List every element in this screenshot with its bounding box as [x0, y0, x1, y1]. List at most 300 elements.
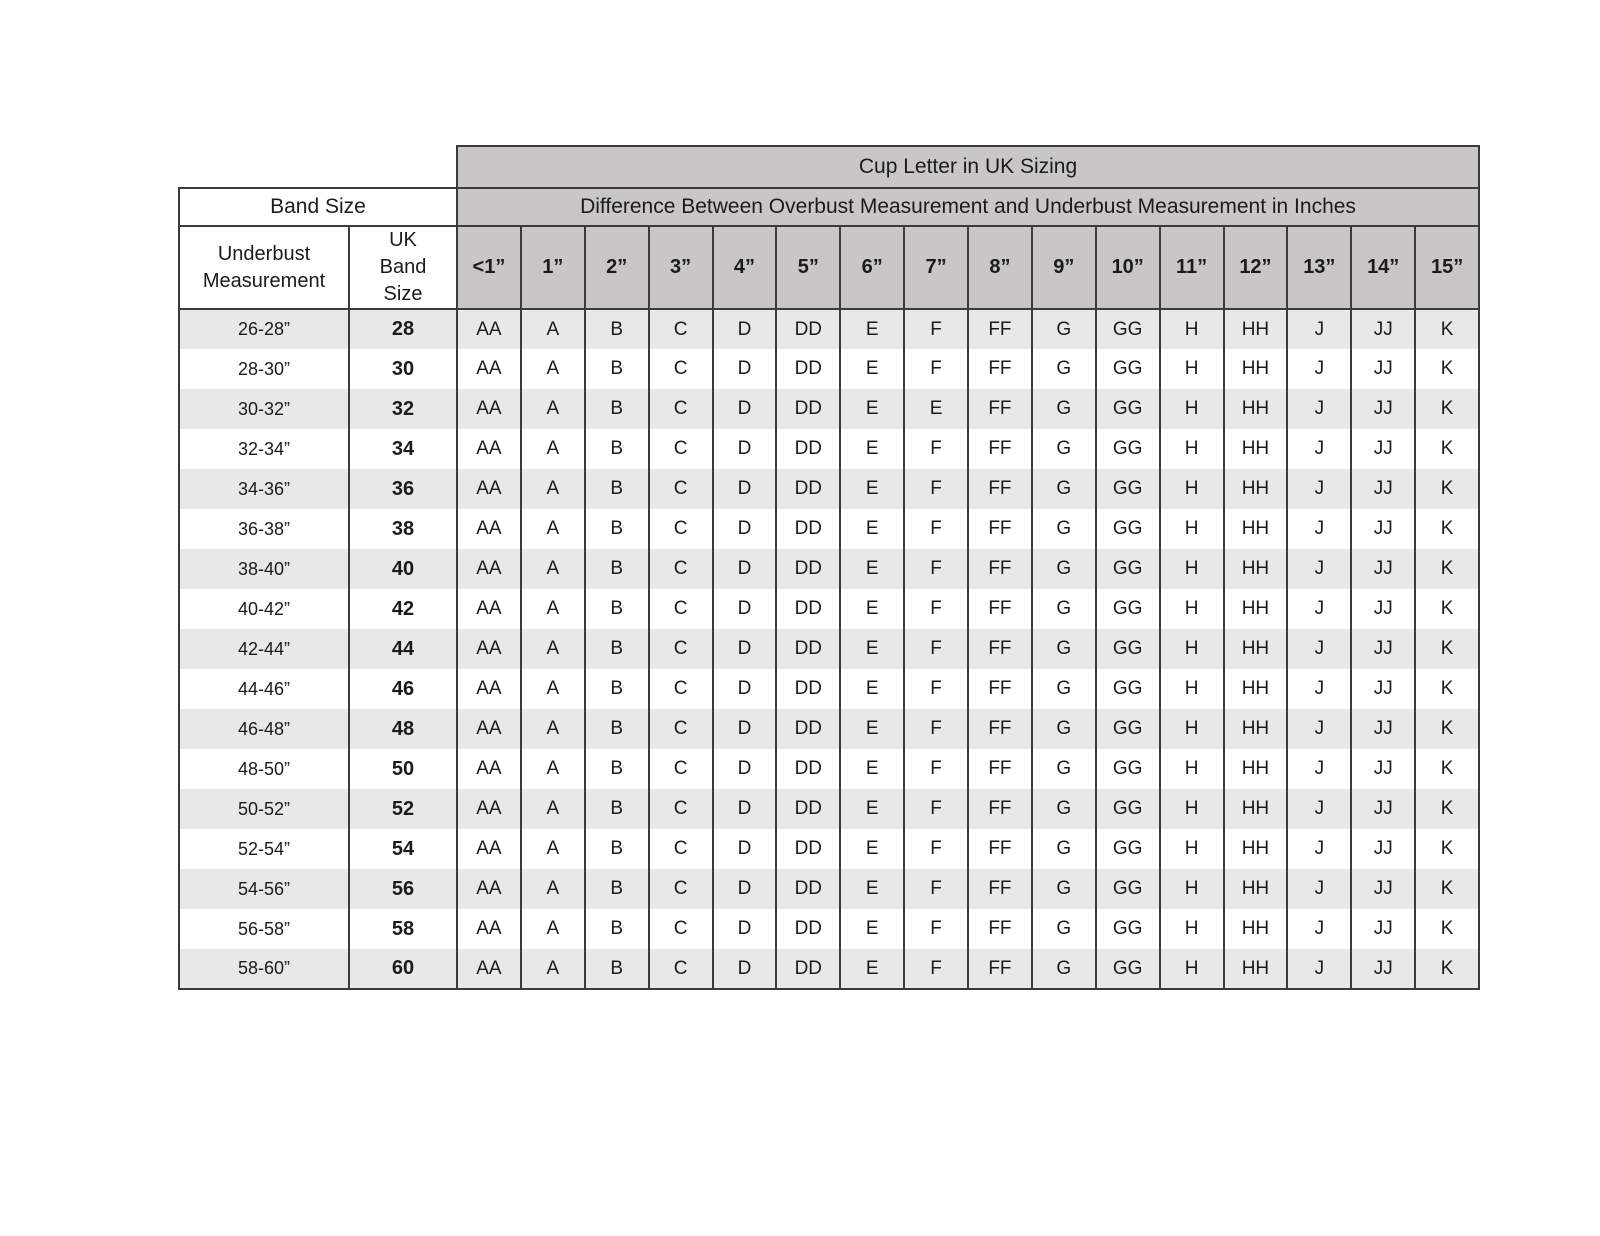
table-row [179, 309, 1479, 349]
table-row [179, 949, 1479, 989]
cup-letter-cell: H [1160, 789, 1224, 829]
cup-letter-cell: HH [1224, 669, 1288, 709]
cup-letter-cell: HH [1224, 909, 1288, 949]
table-row [179, 429, 1479, 469]
cup-letter-cell: K [1415, 749, 1479, 789]
cup-letter-cell: AA [457, 469, 521, 509]
cup-letter-cell: K [1415, 869, 1479, 909]
cup-letter-cell: J [1287, 509, 1351, 549]
cup-letter-cell: B [585, 509, 649, 549]
cup-letter-cell: J [1287, 349, 1351, 389]
table-row [179, 469, 1479, 509]
cup-letter-cell: HH [1224, 589, 1288, 629]
uk-band-size-cell: 34 [349, 429, 457, 469]
cup-letter-cell: D [713, 789, 777, 829]
cup-letter-cell: A [521, 869, 585, 909]
cup-letter-cell: GG [1096, 949, 1160, 989]
cup-letter-cell: G [1032, 629, 1096, 669]
underbust-measurement-cell: 34-36” [179, 469, 349, 509]
cup-letter-cell: C [649, 829, 713, 869]
column-header-row [179, 226, 1479, 309]
cup-letter-cell: FF [968, 749, 1032, 789]
uk-band-size-cell: 40 [349, 549, 457, 589]
cup-letter-cell: JJ [1351, 829, 1415, 869]
cup-letter-cell: E [840, 669, 904, 709]
group-header-row [179, 188, 1479, 226]
cup-letter-cell: D [713, 669, 777, 709]
cup-letter-cell: F [904, 509, 968, 549]
cup-letter-cell: J [1287, 949, 1351, 989]
diff-column-header: 14” [1351, 226, 1415, 309]
cup-letter-cell: FF [968, 469, 1032, 509]
cup-letter-cell: E [840, 749, 904, 789]
uk-band-size-cell: 28 [349, 309, 457, 349]
diff-column-header: 4” [713, 226, 777, 309]
cup-letter-cell: FF [968, 509, 1032, 549]
uk-band-size-cell: 46 [349, 669, 457, 709]
cup-letter-cell: D [713, 389, 777, 429]
cup-letter-cell: J [1287, 589, 1351, 629]
cup-letter-cell: HH [1224, 509, 1288, 549]
cup-letter-cell: JJ [1351, 629, 1415, 669]
cup-letter-cell: FF [968, 549, 1032, 589]
cup-letter-cell: J [1287, 669, 1351, 709]
cup-letter-cell: G [1032, 909, 1096, 949]
diff-column-header: 10” [1096, 226, 1160, 309]
uk-band-size-cell: 36 [349, 469, 457, 509]
cup-letter-cell: E [840, 709, 904, 749]
cup-letter-cell: G [1032, 829, 1096, 869]
cup-letter-cell: GG [1096, 429, 1160, 469]
underbust-measurement-cell: 56-58” [179, 909, 349, 949]
diff-column-header: 15” [1415, 226, 1479, 309]
cup-letter-cell: AA [457, 509, 521, 549]
cup-letter-cell: B [585, 949, 649, 989]
cup-letter-cell: GG [1096, 589, 1160, 629]
uk-band-size-cell: 50 [349, 749, 457, 789]
uk-band-size-cell: 44 [349, 629, 457, 669]
table-row [179, 909, 1479, 949]
cup-letter-cell: H [1160, 389, 1224, 429]
cup-letter-cell: JJ [1351, 509, 1415, 549]
cup-letter-cell: D [713, 869, 777, 909]
blank-spacer-cell [179, 146, 457, 188]
cup-letter-cell: J [1287, 309, 1351, 349]
cup-letter-cell: FF [968, 429, 1032, 469]
cup-letter-cell: GG [1096, 829, 1160, 869]
cup-letter-cell: A [521, 909, 585, 949]
cup-letter-cell: D [713, 909, 777, 949]
cup-letter-cell: G [1032, 469, 1096, 509]
cup-letter-cell: E [840, 389, 904, 429]
cup-letter-cell: DD [776, 829, 840, 869]
cup-letter-cell: F [904, 429, 968, 469]
cup-letter-cell: B [585, 789, 649, 829]
cup-letter-cell: AA [457, 789, 521, 829]
cup-letter-cell: HH [1224, 629, 1288, 669]
cup-letter-cell: K [1415, 949, 1479, 989]
cup-letter-cell: C [649, 509, 713, 549]
cup-letter-cell: DD [776, 509, 840, 549]
cup-letter-cell: J [1287, 629, 1351, 669]
cup-letter-cell: F [904, 349, 968, 389]
uk-band-size-cell: 30 [349, 349, 457, 389]
underbust-measurement-cell: 46-48” [179, 709, 349, 749]
cup-letter-cell: K [1415, 909, 1479, 949]
cup-letter-cell: F [904, 909, 968, 949]
cup-letter-cell: B [585, 589, 649, 629]
cup-letter-cell: J [1287, 389, 1351, 429]
cup-letter-cell: C [649, 869, 713, 909]
underbust-measurement-cell: 30-32” [179, 389, 349, 429]
cup-letter-cell: GG [1096, 629, 1160, 669]
underbust-measurement-cell: 26-28” [179, 309, 349, 349]
cup-letter-cell: D [713, 309, 777, 349]
cup-letter-cell: G [1032, 869, 1096, 909]
cup-letter-cell: F [904, 949, 968, 989]
cup-letter-cell: HH [1224, 829, 1288, 869]
cup-letter-cell: DD [776, 349, 840, 389]
diff-column-header: 8” [968, 226, 1032, 309]
cup-letter-cell: A [521, 589, 585, 629]
table-row [179, 789, 1479, 829]
cup-letter-cell: D [713, 349, 777, 389]
cup-letter-cell: HH [1224, 389, 1288, 429]
cup-letter-cell: JJ [1351, 749, 1415, 789]
cup-letter-cell: H [1160, 749, 1224, 789]
cup-letter-cell: A [521, 389, 585, 429]
cup-letter-cell: H [1160, 909, 1224, 949]
cup-letter-cell: J [1287, 709, 1351, 749]
cup-letter-cell: DD [776, 309, 840, 349]
cup-letter-cell: FF [968, 829, 1032, 869]
cup-letter-cell: E [840, 509, 904, 549]
uk-band-size-cell: 60 [349, 949, 457, 989]
cup-letter-cell: AA [457, 709, 521, 749]
cup-letter-cell: F [904, 629, 968, 669]
cup-letter-cell: C [649, 589, 713, 629]
cup-letter-cell: GG [1096, 669, 1160, 709]
cup-letter-cell: DD [776, 429, 840, 469]
cup-letter-cell: B [585, 549, 649, 589]
cup-letter-cell: JJ [1351, 709, 1415, 749]
cup-letter-cell: AA [457, 349, 521, 389]
table-row [179, 589, 1479, 629]
uk-band-size-cell: 54 [349, 829, 457, 869]
uk-band-size-cell: 56 [349, 869, 457, 909]
cup-letter-cell: H [1160, 349, 1224, 389]
cup-letter-cell: G [1032, 429, 1096, 469]
cup-letter-cell: DD [776, 909, 840, 949]
uk-band-size-cell: 52 [349, 789, 457, 829]
cup-letter-cell: F [904, 709, 968, 749]
cup-letter-cell: B [585, 629, 649, 669]
table-row [179, 709, 1479, 749]
underbust-measurement-cell: 32-34” [179, 429, 349, 469]
cup-letter-cell: K [1415, 589, 1479, 629]
cup-letter-cell: E [840, 829, 904, 869]
cup-letter-cell: DD [776, 709, 840, 749]
cup-letter-cell: C [649, 389, 713, 429]
cup-letter-cell: E [840, 549, 904, 589]
cup-letter-cell: D [713, 549, 777, 589]
table-row [179, 509, 1479, 549]
cup-letter-cell: DD [776, 869, 840, 909]
cup-letter-cell: K [1415, 429, 1479, 469]
cup-letter-cell: K [1415, 389, 1479, 429]
cup-letter-cell: GG [1096, 709, 1160, 749]
table-row [179, 549, 1479, 589]
cup-letter-cell: C [649, 949, 713, 989]
cup-letter-cell: G [1032, 589, 1096, 629]
cup-letter-cell: F [904, 829, 968, 869]
table-row [179, 349, 1479, 389]
diff-column-header: 1” [521, 226, 585, 309]
cup-letter-cell: GG [1096, 309, 1160, 349]
cup-letter-cell: GG [1096, 509, 1160, 549]
cup-letter-cell: D [713, 829, 777, 869]
cup-letter-cell: FF [968, 949, 1032, 989]
cup-letter-cell: C [649, 669, 713, 709]
cup-letter-cell: B [585, 829, 649, 869]
cup-letter-cell: DD [776, 589, 840, 629]
cup-letter-cell: JJ [1351, 909, 1415, 949]
cup-letter-cell: JJ [1351, 469, 1415, 509]
cup-title-row [179, 146, 1479, 188]
underbust-measurement-cell: 38-40” [179, 549, 349, 589]
cup-letter-cell: A [521, 469, 585, 509]
underbust-measurement-cell: 50-52” [179, 789, 349, 829]
cup-letter-cell: H [1160, 669, 1224, 709]
cup-letter-cell: E [840, 469, 904, 509]
cup-letter-cell: D [713, 509, 777, 549]
cup-letter-cell: D [713, 429, 777, 469]
cup-letter-cell: J [1287, 549, 1351, 589]
cup-letter-cell: JJ [1351, 309, 1415, 349]
cup-letter-cell: C [649, 749, 713, 789]
cup-letter-cell: DD [776, 629, 840, 669]
cup-letter-cell: K [1415, 469, 1479, 509]
cup-letter-cell: HH [1224, 309, 1288, 349]
cup-letter-cell: J [1287, 789, 1351, 829]
cup-letter-cell: GG [1096, 909, 1160, 949]
diff-column-header: 9” [1032, 226, 1096, 309]
cup-letter-cell: H [1160, 469, 1224, 509]
cup-letter-cell: B [585, 429, 649, 469]
cup-letter-cell: HH [1224, 349, 1288, 389]
cup-letter-cell: H [1160, 509, 1224, 549]
cup-letter-cell: G [1032, 749, 1096, 789]
cup-letter-cell: J [1287, 429, 1351, 469]
cup-letter-cell: C [649, 629, 713, 669]
cup-letter-cell: K [1415, 549, 1479, 589]
underbust-measurement-cell: 28-30” [179, 349, 349, 389]
cup-letter-cell: JJ [1351, 869, 1415, 909]
underbust-measurement-cell: 52-54” [179, 829, 349, 869]
cup-letter-cell: HH [1224, 469, 1288, 509]
cup-letter-cell: JJ [1351, 789, 1415, 829]
cup-letter-cell: DD [776, 789, 840, 829]
underbust-measurement-header: Underbust Measurement [179, 226, 349, 309]
cup-letter-cell: E [840, 309, 904, 349]
cup-letter-cell: J [1287, 829, 1351, 869]
uk-band-size-header: UK Band Size [349, 226, 457, 309]
cup-letter-cell: A [521, 789, 585, 829]
cup-letter-cell: A [521, 949, 585, 989]
cup-letter-cell: A [521, 829, 585, 869]
cup-letter-cell: H [1160, 589, 1224, 629]
cup-letter-cell: FF [968, 309, 1032, 349]
cup-letter-cell: HH [1224, 789, 1288, 829]
cup-letter-cell: K [1415, 789, 1479, 829]
cup-letter-cell: AA [457, 829, 521, 869]
cup-letter-cell: C [649, 469, 713, 509]
underbust-measurement-cell: 44-46” [179, 669, 349, 709]
table-row [179, 389, 1479, 429]
table-row [179, 629, 1479, 669]
cup-letter-cell: E [840, 869, 904, 909]
cup-letter-cell: F [904, 869, 968, 909]
cup-letter-cell: DD [776, 669, 840, 709]
cup-letter-cell: GG [1096, 469, 1160, 509]
cup-letter-cell: H [1160, 629, 1224, 669]
diff-column-header: 7” [904, 226, 968, 309]
cup-letter-cell: FF [968, 709, 1032, 749]
cup-letter-cell: C [649, 429, 713, 469]
cup-letter-cell: FF [968, 389, 1032, 429]
cup-letter-cell: D [713, 749, 777, 789]
cup-letter-cell: GG [1096, 549, 1160, 589]
diff-column-header: 6” [840, 226, 904, 309]
cup-letter-cell: G [1032, 509, 1096, 549]
cup-letter-cell: FF [968, 669, 1032, 709]
cup-letter-cell: A [521, 629, 585, 669]
cup-letter-cell: F [904, 789, 968, 829]
cup-letter-cell: E [904, 389, 968, 429]
cup-letter-cell: GG [1096, 869, 1160, 909]
cup-letter-cell: AA [457, 429, 521, 469]
cup-letter-cell: F [904, 749, 968, 789]
cup-letter-cell: D [713, 709, 777, 749]
cup-letter-cell: A [521, 429, 585, 469]
difference-header: Difference Between Overbust Measurement and Underbust Measurement in Inches [457, 188, 1479, 226]
cup-letter-cell: G [1032, 349, 1096, 389]
cup-letter-cell: K [1415, 669, 1479, 709]
cup-letter-cell: D [713, 469, 777, 509]
bra-size-chart-table [178, 145, 1480, 990]
cup-letter-cell: JJ [1351, 949, 1415, 989]
cup-letter-cell: B [585, 389, 649, 429]
cup-letter-cell: GG [1096, 349, 1160, 389]
underbust-measurement-cell: 36-38” [179, 509, 349, 549]
cup-letter-cell: G [1032, 949, 1096, 989]
cup-letter-cell: FF [968, 789, 1032, 829]
cup-letter-cell: HH [1224, 549, 1288, 589]
cup-letter-cell: GG [1096, 749, 1160, 789]
cup-letter-cell: E [840, 789, 904, 829]
cup-letter-cell: K [1415, 309, 1479, 349]
cup-letter-cell: A [521, 349, 585, 389]
cup-letter-cell: F [904, 469, 968, 509]
uk-band-size-cell: 32 [349, 389, 457, 429]
cup-letter-cell: E [840, 909, 904, 949]
cup-letter-cell: K [1415, 509, 1479, 549]
cup-letter-cell: H [1160, 429, 1224, 469]
cup-letter-cell: DD [776, 469, 840, 509]
cup-letter-cell: AA [457, 749, 521, 789]
cup-letter-cell: B [585, 669, 649, 709]
cup-letter-cell: G [1032, 669, 1096, 709]
cup-letter-cell: HH [1224, 429, 1288, 469]
table-row [179, 829, 1479, 869]
cup-letter-cell: J [1287, 909, 1351, 949]
cup-letter-cell: B [585, 869, 649, 909]
diff-column-header: 12” [1224, 226, 1288, 309]
cup-letter-cell: K [1415, 709, 1479, 749]
cup-letter-cell: HH [1224, 749, 1288, 789]
cup-letter-cell: E [840, 629, 904, 669]
cup-letter-cell: AA [457, 309, 521, 349]
table-row [179, 669, 1479, 709]
cup-letter-cell: DD [776, 749, 840, 789]
underbust-measurement-cell: 40-42” [179, 589, 349, 629]
cup-letter-cell: FF [968, 589, 1032, 629]
band-size-header: Band Size [179, 188, 457, 226]
cup-letter-cell: C [649, 709, 713, 749]
underbust-measurement-cell: 54-56” [179, 869, 349, 909]
cup-letter-cell: H [1160, 829, 1224, 869]
cup-letter-cell: E [840, 589, 904, 629]
cup-letter-cell: C [649, 309, 713, 349]
uk-band-size-cell: 38 [349, 509, 457, 549]
cup-letter-cell: K [1415, 829, 1479, 869]
diff-column-header: 13” [1287, 226, 1351, 309]
cup-letter-cell: E [840, 949, 904, 989]
diff-column-header: <1” [457, 226, 521, 309]
uk-band-size-cell: 42 [349, 589, 457, 629]
uk-band-size-cell: 48 [349, 709, 457, 749]
cup-letter-cell: J [1287, 869, 1351, 909]
cup-letter-cell: AA [457, 389, 521, 429]
cup-letter-cell: D [713, 949, 777, 989]
cup-letter-cell: AA [457, 869, 521, 909]
cup-letter-cell: AA [457, 629, 521, 669]
cup-letter-cell: F [904, 589, 968, 629]
cup-letter-cell: F [904, 549, 968, 589]
cup-letter-cell: B [585, 709, 649, 749]
cup-letter-cell: A [521, 749, 585, 789]
cup-letter-cell: AA [457, 949, 521, 989]
cup-letter-cell: H [1160, 549, 1224, 589]
cup-letter-cell: C [649, 789, 713, 829]
cup-letter-cell: DD [776, 549, 840, 589]
cup-letter-cell: C [649, 549, 713, 589]
uk-band-size-cell: 58 [349, 909, 457, 949]
diff-column-header: 11” [1160, 226, 1224, 309]
cup-letter-cell: GG [1096, 789, 1160, 829]
underbust-measurement-cell: 58-60” [179, 949, 349, 989]
cup-letter-cell: FF [968, 629, 1032, 669]
chart-body [179, 309, 1479, 989]
cup-letter-cell: E [840, 429, 904, 469]
table-row [179, 869, 1479, 909]
cup-letter-cell: JJ [1351, 389, 1415, 429]
cup-letter-cell: A [521, 309, 585, 349]
cup-letter-cell: J [1287, 469, 1351, 509]
cup-letter-cell: C [649, 349, 713, 389]
cup-letter-cell: AA [457, 549, 521, 589]
cup-letter-cell: AA [457, 909, 521, 949]
